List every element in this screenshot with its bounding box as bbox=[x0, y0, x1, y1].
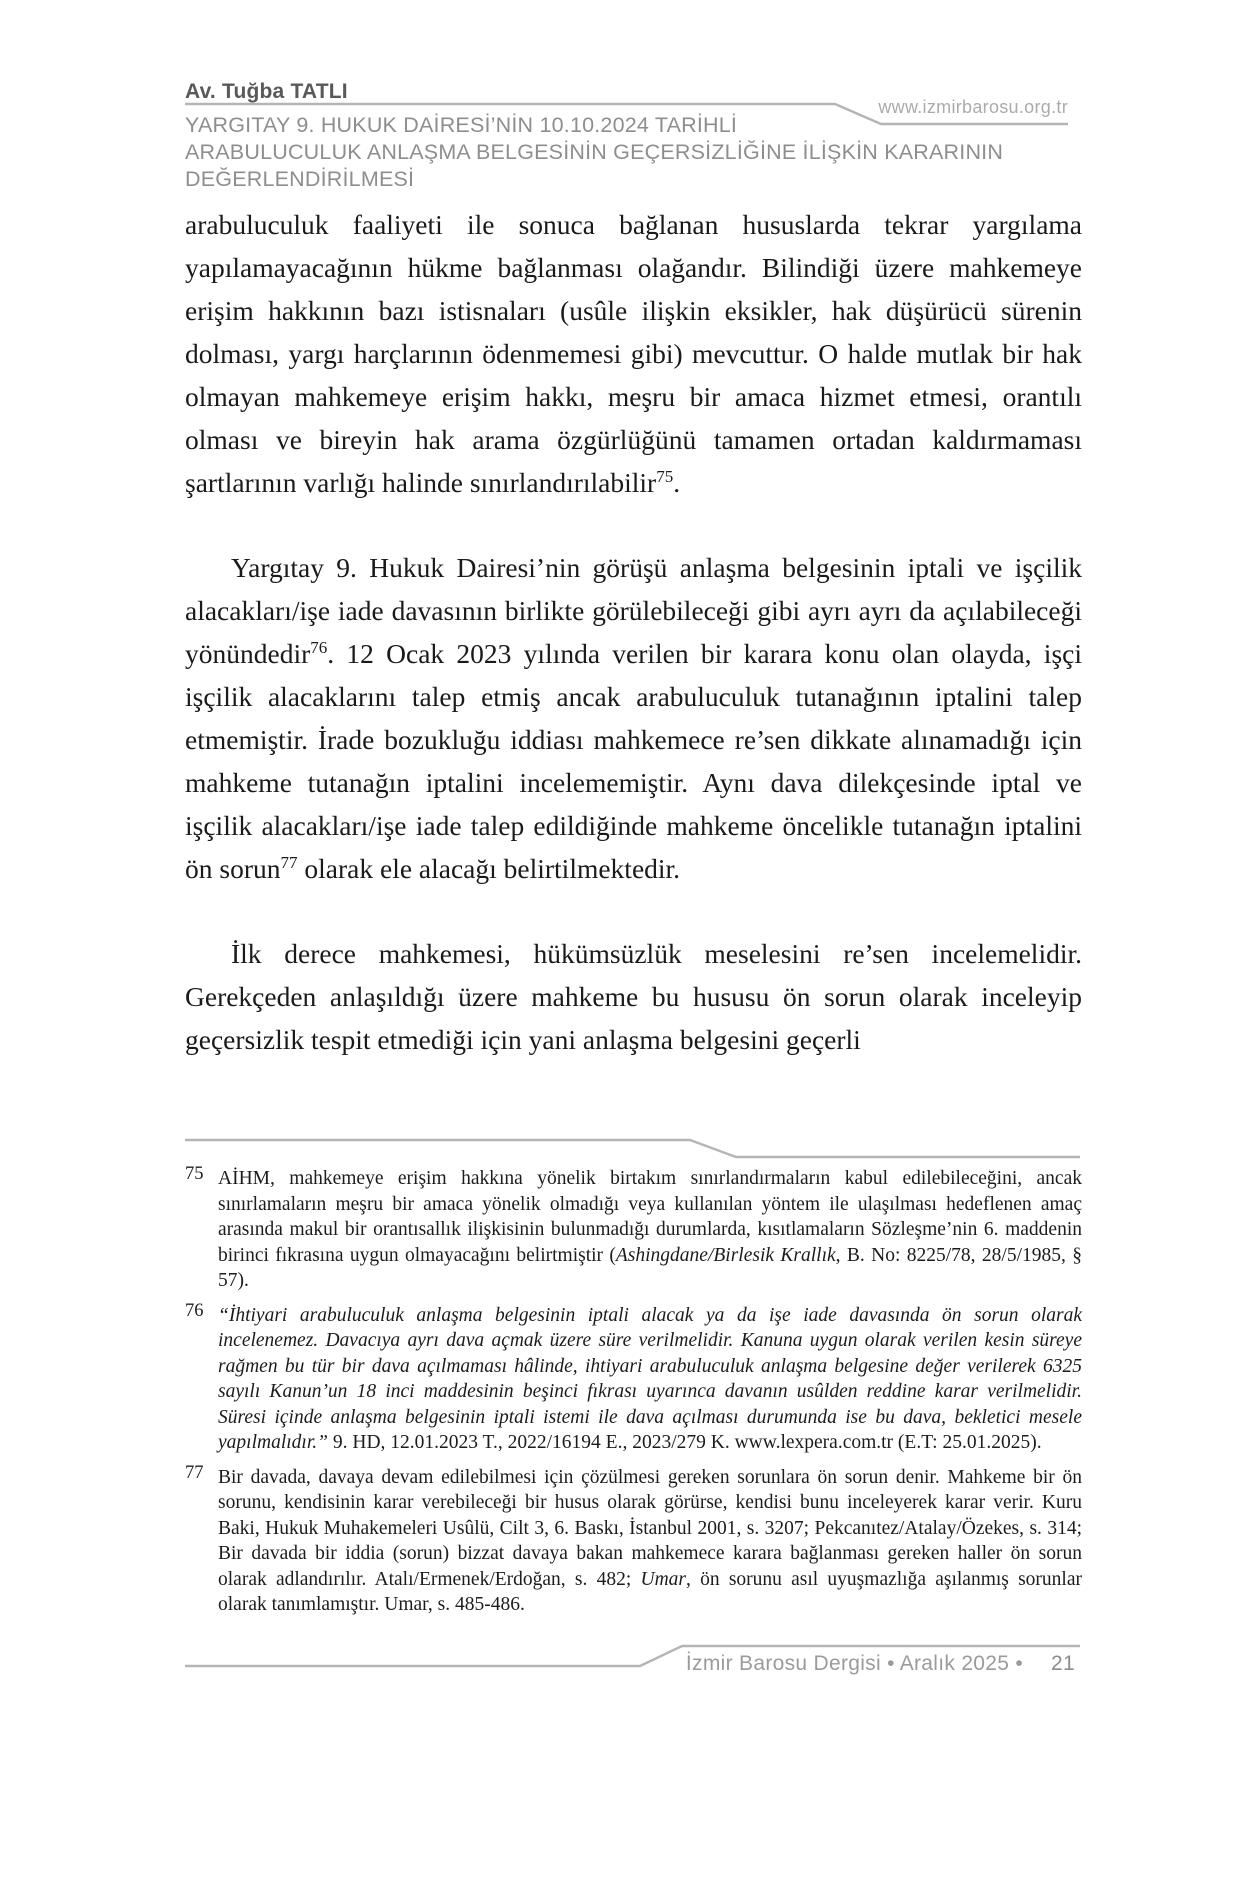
footnote-segment: 9. HD, 12.01.2023 T., 2022/16194 E., 2023/279 K. www.lexpera.com.tr (E.T: 25.01.2025). bbox=[327, 1432, 1042, 1453]
footnote-separator bbox=[185, 1138, 1085, 1162]
article-body bbox=[185, 203, 1082, 1103]
paragraph-text: Yargıtay 9. Hukuk Dairesi’nin görüşü anlaşma belgesinin iptali ve işçilik alacakları/işe iade davasının birlikte görülebileceği gibi ayrı ayrı da açılabileceği yönündedir bbox=[185, 552, 1082, 669]
footnote-segment: , B. No: 8225/78, 28/5/1985, § 57). bbox=[218, 1244, 1082, 1291]
body-paragraph-2 bbox=[185, 546, 1082, 890]
article-title-line-3: DEĞERLENDİRİLMESİ bbox=[185, 167, 415, 191]
footnote-75 bbox=[185, 1166, 1082, 1294]
footnote-segment-italic: Ashingdane/Birlesik Krallık bbox=[615, 1244, 836, 1266]
paragraph-text: olarak ele alacağı belirtilmektedir. bbox=[297, 853, 681, 884]
footnote-number: 75 bbox=[185, 1164, 204, 1184]
body-paragraph-1 bbox=[185, 203, 1082, 504]
footnote-number: 76 bbox=[185, 1300, 204, 1321]
footnotes-section bbox=[185, 1166, 1082, 1627]
footnote-ref-75: 75 bbox=[656, 466, 674, 486]
footnote-text bbox=[218, 1305, 1082, 1454]
footnote-text bbox=[218, 1467, 1082, 1616]
page-number: 21 bbox=[1051, 1652, 1075, 1675]
footnote-segment: AİHM, mahkemeye erişim hakkına yönelik birtakım sınırlandırmaların kabul edilebileceğini, ancak sınırlamaların meşru bir amaca yönelik olmadığı veya kullanılan yöntem ile ulaşılması hedeflenen amaç arasında makul bir orantısallık ilişkisinin bulunmadığı durumlarda, kısıtlamaların Sözleşme’nin 6. maddenin birinci fıkrasına uygun olmayacağını belirtmiştir ( bbox=[218, 1168, 1082, 1266]
footnote-text bbox=[218, 1168, 1082, 1291]
paragraph-text: . 12 Ocak 2023 yılında verilen bir karara konu olan olayda, işçi işçilik alacaklarını talep etmiş ancak arabuluculuk tutanağının iptalini talep etmemiştir. İrade bozukluğu iddiası mahkemece re’sen dikkate alınamadığı için mahkeme tutanağın iptalini incelememiştir. Aynı dava dilekçesinde iptal ve işçilik alacakları/işe iade talep edildiğinde mahkeme öncelikle tutanağın iptalini ön sorun bbox=[185, 638, 1082, 884]
site-url: www.izmirbarosu.org.tr bbox=[878, 97, 1068, 117]
footnote-segment-italic: Umar bbox=[640, 1568, 686, 1590]
article-title bbox=[185, 112, 1003, 193]
paragraph-text: . bbox=[673, 467, 681, 498]
article-title-line-2: ARABULUCULUK ANLAŞMA BELGESİNİN GEÇERSİZLİĞİNE İLİŞKİN KARARININ bbox=[185, 140, 1004, 164]
footnote-segment: , ön sorunu asıl uyuşmazlığa aşılanmış sorunlar olarak tanımlamıştır. Umar, s. 485-486. bbox=[218, 1568, 1082, 1615]
footnote-number: 77 bbox=[185, 1462, 204, 1483]
journal-name: İzmir Barosu Dergisi • Aralık 2025 • bbox=[685, 1652, 1024, 1675]
footnote-segment-italic: “İhtiyari arabuluculuk anlaşma belgesinin iptali alacak ya da işe iade davasında ön sorun olarak incelenemez. Davacıya ayrı dava açmak üzere süre verilmelidir. Kanuna uygun olarak verilen kesin süreye rağmen bu tür bir dava açılmaması hâlinde, ihtiyari arabuluculuk anlaşma belgesine değer verilerek 6325 sayılı Kanun’un 18 inci maddesinin beşinci fıkrası uyarınca davanın usûlden reddine karar verilmelidir. Süresi içinde anlaşma belgesinin iptali istemi ile dava açılması durumunda ise bu dava, bekletici mesele yapılmalıdır.” bbox=[218, 1304, 1082, 1453]
paragraph-text: arabuluculuk faaliyeti ile sonuca bağlanan hususlarda tekrar yargılama yapılamayacağının hükme bağlanması olağandır. Bilindiği üzere mahkemeye erişim hakkının bazı istisnaları (usûle ilişkin eksikler, hak düşürücü sürenin dolması, yargı harçlarının ödenmemesi gibi) mevcuttur. O halde mutlak bir hak olmayan mahkemeye erişim hakkı, meşru bir amaca hizmet etmesi, orantılı olması ve bireyin hak arama özgürlüğünü tamamen ortadan kaldırmaması şartlarının varlığı halinde sınırlandırılabilir bbox=[185, 209, 1082, 498]
author-name: Av. Tuğba TATLI bbox=[185, 80, 348, 103]
paragraph-text: İlk derece mahkemesi, hükümsüzlük meselesini re’sen incelemelidir. Gerekçeden anlaşıldığı üzere mahkeme bu hususu ön sorun olarak inceleyip geçersizlik tespit etmediği için yani anlaşma belgesini geçerli bbox=[185, 938, 1082, 1055]
footnote-76 bbox=[185, 1300, 1082, 1456]
footnote-77 bbox=[185, 1462, 1082, 1618]
page-footer bbox=[600, 1652, 1075, 1676]
footnote-ref-77: 77 bbox=[280, 852, 298, 872]
article-title-line-1: YARGITAY 9. HUKUK DAİRESİ’NİN 10.10.2024 TARİHLİ bbox=[185, 113, 738, 137]
footnote-segment: Bir davada, davaya devam edilebilmesi için çözülmesi gereken sorunlara ön sorun denir. Mahkeme bir ön sorunu, kendisinin karar verebileceği bir husus olarak görürse, kendisi bunu inceleyerek karar verir. Kuru Baki, Hukuk Muhakemeleri Usûlü, Cilt 3, 6. Baskı, İstanbul 2001, s. 3207; Pekcanıtez/Atalay/Özekes, s. 314; Bir davada bir iddia (sorun) bizzat davaya bakan mahkemece karara bağlanması gereken haller ön sorun olarak adlandırılır. Atalı/Ermenek/Erdoğan, s. 482; bbox=[218, 1466, 1082, 1590]
body-paragraph-3 bbox=[185, 932, 1082, 1061]
footnote-ref-76: 76 bbox=[310, 637, 328, 657]
